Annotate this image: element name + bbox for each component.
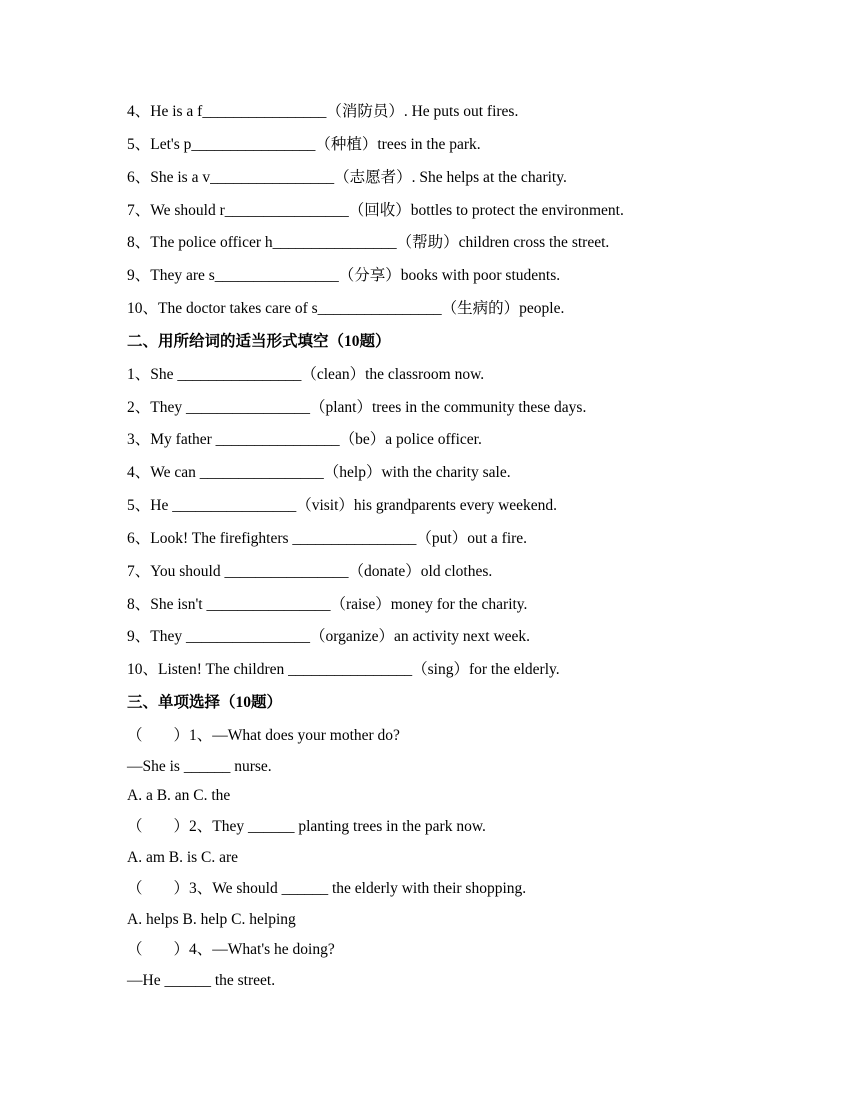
question-line: 1、She ________________（clean）the classroom now. xyxy=(127,366,485,383)
section-heading: 二、用所给词的适当形式填空（10题） xyxy=(127,333,391,350)
question-line: 10、Listen! The children ________________（sing）for the elderly. xyxy=(127,661,560,678)
question-line: 8、The police officer h________________（帮助）children cross the street. xyxy=(127,234,610,251)
question-line: 9、They ________________（organize）an activity next week. xyxy=(127,628,531,645)
question-line: 4、He is a f________________（消防员）. He puts out fires. xyxy=(127,103,519,120)
question-line: —She is ______ nurse. xyxy=(127,758,272,775)
section-heading: 三、单项选择（10题） xyxy=(127,694,283,711)
question-line: （ ）4、—What's he doing? xyxy=(127,941,335,958)
question-line: 2、They ________________（plant）trees in the community these days. xyxy=(127,399,587,416)
question-line: 4、We can ________________（help）with the charity sale. xyxy=(127,464,511,481)
question-line: 7、You should ________________（donate）old clothes. xyxy=(127,563,493,580)
question-line: —He ______ the street. xyxy=(127,972,276,989)
question-line: 5、Let's p________________（种植）trees in the park. xyxy=(127,136,481,153)
question-line: 9、They are s________________（分享）books with poor students. xyxy=(127,267,561,284)
question-line: 6、She is a v________________（志愿者）. She helps at the charity. xyxy=(127,169,567,186)
question-line: 8、She isn't ________________（raise）money for the charity. xyxy=(127,596,528,613)
question-line: 7、We should r________________（回收）bottles to protect the environment. xyxy=(127,202,624,219)
question-line: （ ）3、We should ______ the elderly with their shopping. xyxy=(127,880,527,897)
answer-options: A. am B. is C. are xyxy=(127,849,239,866)
question-line: 10、The doctor takes care of s________________（生病的）people. xyxy=(127,300,565,317)
question-line: 5、He ________________（visit）his grandparents every weekend. xyxy=(127,497,558,514)
answer-options: A. helps B. help C. helping xyxy=(127,911,296,928)
question-line: （ ）1、—What does your mother do? xyxy=(127,727,400,744)
question-line: 3、My father ________________（be）a police officer. xyxy=(127,431,482,448)
answer-options: A. a B. an C. the xyxy=(127,787,231,804)
question-line: （ ）2、They ______ planting trees in the park now. xyxy=(127,818,486,835)
question-line: 6、Look! The firefighters ________________（put）out a fire. xyxy=(127,530,528,547)
